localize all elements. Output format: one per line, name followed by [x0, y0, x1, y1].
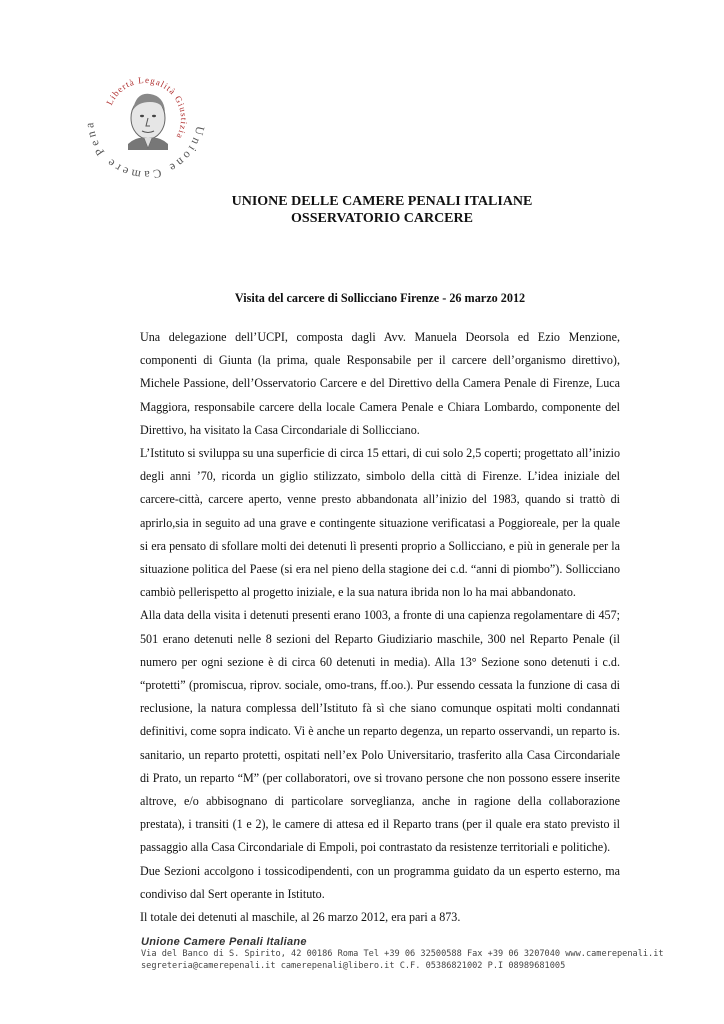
document-heading [0, 193, 724, 227]
paragraph: L’Istituto si sviluppa su una superficie di circa 15 ettari, di cui solo 2,5 coperti; progettato all’inizio degli anni ’70, ricorda un giglio stilizzato, simbolo della città di Firenze. L’idea iniziale del carcere-città, carcere aperto, venne presto abbandonata all’inizio del 1983, quando si trattò di aprirlo,sia in seguito ad una grave e contingente situazione verificatasi a Poggioreale, per la quale si era pensato di sfollare molti dei detenuti lì presenti proprio a Sollicciano, e più in generale per la situazione politica del Paese (si era nel pieno della stagione dei c.d. “anni di piombo”). Sollicciano cambiò pellerispetto al progetto iniziale, e la sua natura ibrida non lo ha mai abbandonato. [140, 446, 620, 600]
heading-line-1: UNIONE DELLE CAMERE PENALI ITALIANE [231, 194, 533, 209]
seal-inner-text: Libertà Legalità Giustizia [104, 74, 190, 142]
seal-outer-text: Unione Camere Pena [81, 119, 208, 183]
visit-title: Visita del carcere di Sollicciano Firenze - 26 marzo 2012 [234, 291, 526, 305]
paragraph: Una delegazione dell’UCPI, composta dagli Avv. Manuela Deorsola ed Ezio Menzione, componenti di Giunta (la prima, quale Responsabile per il carcere dell’organismo direttivo), Michele Passione, dell’Osservatorio Carcere e del Direttivo della Camera Penale di Firenze, Luca Maggiora, responsabile carcere della locale Camera Penale e Chiara Lombardo, componente del Direttivo, ha visitato la Casa Circondariale di Sollicciano. [140, 330, 620, 437]
logo-seal [78, 52, 212, 186]
footer-contacts: segreteria@camerepenali.it camerepenali@libero.it C.F. 05386821002 P.I 08989681005 [141, 961, 566, 971]
paragraph: Due Sezioni accolgono i tossicodipendenti, con un programma guidato da un esperto esterno, ma condiviso dal Sert operante in Istituto. [140, 863, 620, 901]
footer-org-name: Unione Camere Penali Italiane [141, 936, 307, 948]
portrait-icon [128, 94, 168, 150]
paragraph: Il totale dei detenuti al maschile, al 26 marzo 2012, era pari a 873. [140, 910, 461, 925]
seal-graphic [78, 52, 212, 186]
heading-line-2: OSSERVATORIO CARCERE [291, 211, 473, 226]
paragraph: Alla data della visita i detenuti presenti erano 1003, a fronte di una capienza regolamentare di 457; 501 erano detenuti nelle 8 sezioni del Reparto Giudiziario maschile, 300 nel Reparto Penale (il numero per ogni sezione è di circa 60 detenuti in media). Alla 13° Sezione sono detenuti i c.d. “protetti” (promiscua, riprov. sociale, omo-trans, ff.oo.). Pur essendo cessata la funzione di casa di reclusione, la natura complessa dell’Istituto fà sì che siano comunque ospitati molti condannati definitivi, come sopra indicato. Vi è anche un reparto degenza, un reparto osservandi, un reparto is. sanitario, un reparto protetti, ospitati nell’ex Polo Universitario, trasferito alla Casa Circondariale di Prato, un reparto “M” (per collaboratori, ove si trovano persone che non possono essere inserite altrove, e/o abbisognano di particolare sorveglianza, anche in ragione della collaborazione prestata), i transiti (1 e 2), le camere di attesa ed il Reparto trans (per il quale era stato previsto il passaggio alla Casa Circondariale di Empoli, poi contrastato da resistenze territoriali e politiche). [140, 608, 620, 855]
letterhead-footer [141, 936, 664, 972]
footer-address: Via del Banco di S. Spirito, 42 00186 Roma Tel +39 06 32500588 Fax +39 06 3207040 www.camerepenali.it [141, 949, 664, 959]
body-text [140, 326, 620, 929]
